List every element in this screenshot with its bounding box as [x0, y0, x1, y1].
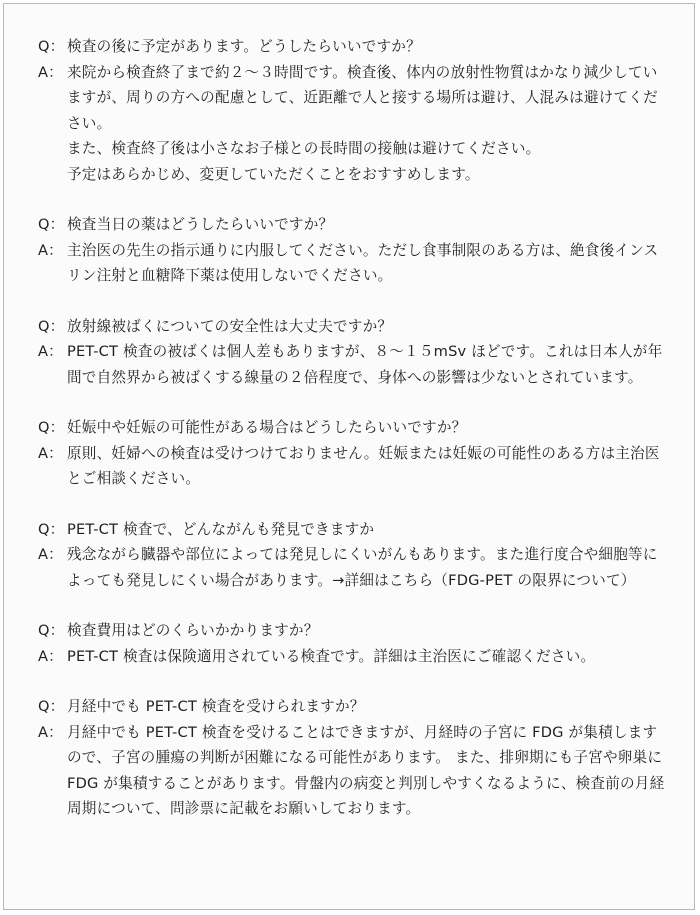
answer-label: A：: [38, 343, 63, 360]
question-row: [38, 34, 668, 60]
answer-text: [67, 339, 668, 390]
question-row: [38, 517, 668, 543]
question-label: Q：: [38, 520, 65, 538]
faq-item: [38, 212, 668, 289]
question-label: Q：: [38, 216, 65, 233]
faq-item: [38, 415, 668, 492]
faq-item: [38, 314, 668, 391]
question-label: Q：: [38, 622, 65, 639]
answer-row: [38, 339, 668, 390]
answer-label: A：: [38, 723, 63, 741]
answer-label: A：: [38, 546, 63, 563]
answer-label: A：: [38, 241, 63, 259]
answer-row: [38, 644, 668, 670]
answer-text: [67, 720, 668, 822]
answer-text: [67, 238, 668, 289]
answer-paragraph: 予定はあらかじめ、変更していただくことをおすすめします。: [67, 165, 480, 183]
question-label: Q：: [38, 317, 65, 335]
answer-row: [38, 441, 668, 492]
question-row: [38, 212, 668, 238]
question-row: [38, 694, 668, 720]
faq-list: [38, 34, 668, 847]
question-row: [38, 314, 668, 340]
answer-text: [67, 542, 668, 593]
answer-row: [38, 238, 668, 289]
page-frame: [3, 3, 695, 910]
question-row: [38, 618, 668, 644]
question-row: [38, 415, 668, 441]
question-text: 放射線被ばくについての安全性は大丈夫ですか？: [67, 317, 393, 335]
answer-paragraph: 原則、妊婦への検査は受けつけておりません。妊娠または妊娠の可能性のある方は主治医とご相談ください。: [67, 444, 660, 487]
question-text: 検査当日の薬はどうしたらいいですか？: [67, 216, 334, 233]
answer-text: [67, 441, 668, 492]
answer-label: A：: [38, 444, 63, 462]
answer-text: [67, 60, 668, 188]
answer-paragraph: PET-CT 検査の被ばくは個人差もありますが、８～１５mSv ほどです。これは日本人が年間で自然界から被ばくする線量の２倍程度で、身体への影響は少ないとされています。: [67, 343, 663, 386]
answer-paragraph: 主治医の先生の指示通りに内服してください。ただし食事制限のある方は、絶食後インスリン注射と血糖降下薬は使用しないでください。: [67, 241, 659, 284]
answer-label: A：: [38, 647, 63, 665]
answer-label: A：: [38, 63, 63, 81]
answer-paragraph: 来院から検査終了まで約２～３時間です。検査後、体内の放射性物質はかなり減少していますが、周りの方への配慮として、近距離で人と接する場所は避け、人混みは避けてください。: [67, 63, 658, 132]
answer-text: [67, 644, 668, 670]
answer-paragraph: 残念ながら臓器や部位によっては発見しにくいがんもあります。また進行度合や細胞等によっても発見しにくい場合があります。→詳細はこちら（FDG-PET の限界について）: [67, 546, 658, 589]
answer-row: [38, 542, 668, 593]
question-text: 検査費用はどのくらいかかりますか？: [67, 622, 319, 639]
answer-row: [38, 60, 668, 188]
question-label: Q：: [38, 38, 65, 55]
question-text: PET-CT 検査で、どんながんも発見できますか: [67, 520, 375, 538]
question-label: Q：: [38, 419, 65, 436]
question-text: 妊娠中や妊娠の可能性がある場合はどうしたらいいですか？: [67, 419, 467, 436]
answer-paragraph: また、検査終了後は小さなお子様との長時間の接触は避けてください。: [67, 140, 541, 157]
faq-item: [38, 517, 668, 594]
question-text: 検査の後に予定があります。どうしたらいいですか？: [67, 38, 421, 55]
faq-item: [38, 34, 668, 187]
answer-row: [38, 720, 668, 822]
question-label: Q：: [38, 698, 65, 715]
question-text: 月経中でも PET-CT 検査を受けられますか？: [67, 698, 365, 715]
answer-paragraph: 月経中でも PET-CT 検査を受けることはできますが、月経時の子宮に FDG が集積しますので、子宮の腫瘍の判断が困難になる可能性があります。 また、排卵期にも子宮や卵巣に FDG が集積することがあります。骨盤内の病変と判別しやすくなるように、検査前の月経周期について、問診票に記載をお願いしております。: [67, 723, 665, 817]
faq-item: [38, 694, 668, 822]
faq-item: [38, 618, 668, 669]
answer-paragraph: PET-CT 検査は保険適用されている検査です。詳細は主治医にご確認ください。: [67, 647, 596, 665]
